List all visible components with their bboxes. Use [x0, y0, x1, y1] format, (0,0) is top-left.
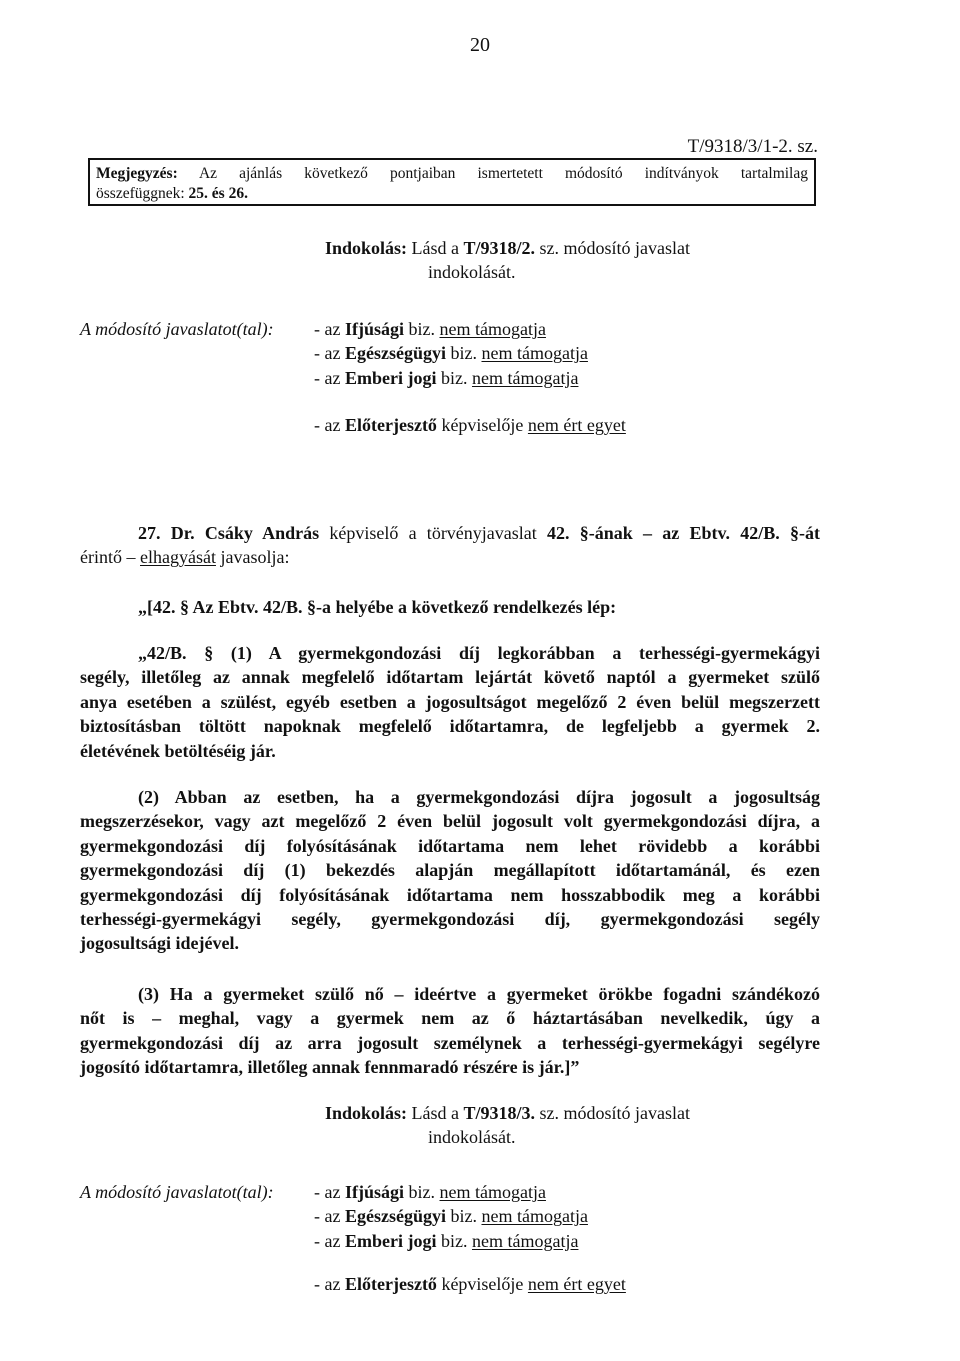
committee-vote [314, 341, 588, 365]
submitter-middle: képviselője [436, 1274, 528, 1294]
committee-name: Ifjúsági [344, 1182, 404, 1202]
vote-result: nem támogatja [439, 319, 546, 339]
paragraph-line: jogosultsági idejével. [80, 933, 239, 954]
justification-tail: sz. módosító javaslat [535, 1103, 691, 1123]
submitter-name: Előterjesztő [344, 415, 437, 435]
item-heading-text-2: érintő – [80, 547, 140, 568]
submitter-vote-1 [314, 413, 626, 437]
vote-suffix: biz. [436, 1230, 472, 1251]
item-heading-text: képviselő a törvényjavaslat [319, 523, 548, 543]
vote-suffix: biz. [445, 1206, 482, 1227]
committee-vote [314, 1229, 588, 1253]
vote-result: nem támogatja [471, 1230, 579, 1251]
vote-prefix: - az [314, 1182, 345, 1202]
vote-result: nem támogatja [481, 1206, 588, 1227]
vote-prefix: - az [314, 367, 345, 388]
vote-prefix: - az [314, 1230, 345, 1251]
justification-tail: sz. módosító javaslat [535, 238, 691, 258]
item-heading-target: 42. §-ának – az Ebtv. 42/B. §-át [547, 523, 820, 543]
justification-label: Indokolás: [325, 1103, 408, 1123]
vote-suffix: biz. [404, 319, 440, 339]
vote-suffix: biz. [436, 367, 472, 388]
quote-intro: „[42. § Az Ebtv. 42/B. §-a helyébe a következő rendelkezés lép: [138, 597, 617, 617]
justification-text: Lásd a [407, 1103, 464, 1123]
paragraph-line: gyermekgondozási díj folyósításának időtartama nem hosszabbodik meg a korábbi [80, 884, 820, 905]
note-label: Megjegyzés: [96, 165, 178, 182]
paragraph-1 [80, 641, 820, 763]
note-line-1 [96, 164, 808, 184]
voting-label-1: A módosító javaslatot(tal): [80, 319, 274, 339]
paragraph-3 [80, 982, 820, 1080]
paragraph-line: megszerzésekor, vagy azt megelőző 2 éven belül jogosult volt gyermekgondozási díjra, a [80, 811, 820, 832]
item-27-heading [80, 521, 820, 570]
note-line-2 [96, 184, 808, 204]
justification-line-2: indokolását. [428, 1127, 516, 1147]
committee-votes-1 [314, 317, 588, 390]
committee-name: Egészségügyi [344, 1206, 446, 1227]
paragraph-line: gyermekgondozási díj (1) bekezdés alapján megállapított időtartamánál, és ezen [80, 860, 820, 881]
paragraph-line: terhességi-gyermekágyi segély, gyermekgondozási díj, gyermekgondozási segély [80, 909, 820, 930]
committee-vote [314, 366, 588, 390]
voting-label-2: A módosító javaslatot(tal): [80, 1182, 274, 1202]
page-number: 20 [470, 34, 490, 56]
vote-result: nem támogatja [481, 343, 588, 364]
item-heading-line-1 [80, 521, 820, 545]
item-heading-line-2 [80, 545, 820, 569]
note-text-2: összefüggnek: [96, 185, 189, 202]
note-points: 25. és 26. [188, 185, 248, 202]
paragraph-line: gyermekgondozási díj az arra jogosult személynek a terhességi-gyermekágyi segélyre [80, 1032, 820, 1053]
item-author: Dr. Csáky András [160, 523, 320, 543]
vote-prefix: - az [314, 415, 345, 435]
note-box [88, 158, 816, 206]
justification-1 [325, 236, 690, 284]
justification-ref: T/9318/3. [463, 1103, 536, 1123]
justification-label: Indokolás: [325, 238, 408, 258]
submitter-middle: képviselője [436, 415, 528, 435]
paragraph-line: (3) Ha a gyermeket szülő nő – ideértve a gyermeket örökbe fogadni szándékozó [138, 984, 820, 1004]
vote-prefix: - az [314, 1274, 345, 1294]
paragraph-line: jogosító időtartamra, illetőleg annak fennmaradó részére is jár.]” [80, 1057, 580, 1078]
paragraph-line: anya esetében a szülést, egyéb esetben a jogosultságot megelőző 2 éven belül megszerzett [80, 691, 820, 712]
paragraph-line: segély, illetőleg az annak megfelelő időtartam lejártát követő naptól a gyermeket szülő [80, 667, 820, 688]
paragraph-line: (2) Abban az esetben, ha a gyermekgondozási díjra jogosult a jogosultság [138, 787, 820, 807]
committee-name: Ifjúsági [344, 319, 404, 339]
vote-result: nem támogatja [471, 367, 579, 388]
item-number: 27. [138, 523, 161, 543]
justification-ref: T/9318/2. [463, 238, 536, 258]
submitter-vote-2 [314, 1272, 626, 1296]
committee-votes-2 [314, 1180, 588, 1253]
paragraph-line: életévének betöltéséig jár. [80, 740, 276, 761]
committee-vote [314, 317, 588, 341]
committee-name: Emberi jogi [344, 1230, 437, 1251]
justification-text: Lásd a [407, 238, 464, 258]
paragraph-line: biztosításban töltött napoknak megfelelő időtartamra, de legfeljebb a gyermek 2. [80, 716, 820, 737]
item-heading-text-3: javasolja: [215, 547, 290, 568]
justification-line-2: indokolását. [428, 262, 516, 282]
vote-prefix: - az [314, 343, 345, 364]
committee-name: Emberi jogi [344, 367, 437, 388]
vote-suffix: biz. [404, 1182, 440, 1202]
document-reference: T/9318/3/1-2. sz. [687, 136, 818, 157]
committee-name: Egészségügyi [344, 343, 446, 364]
justification-2 [325, 1101, 690, 1149]
submitter-name: Előterjesztő [344, 1274, 437, 1294]
submitter-result: nem ért egyet [527, 415, 626, 435]
vote-result: nem támogatja [439, 1182, 546, 1202]
committee-vote [314, 1204, 588, 1228]
paragraph-line: „42/B. § (1) A gyermekgondozási díj legkorábban a terhességi-gyermekágyi [138, 643, 820, 663]
vote-prefix: - az [314, 319, 345, 339]
committee-vote [314, 1180, 588, 1204]
submitter-result: nem ért egyet [527, 1274, 626, 1294]
note-text: Az ajánlás következő pontjaiban ismertetett módosító indítványok tartalmilag [177, 165, 808, 182]
paragraph-2 [80, 785, 820, 956]
vote-suffix: biz. [445, 343, 482, 364]
paragraph-line: nőt is – meghal, vagy a gyermek nem az ő háztartásában nevelkedik, úgy a [80, 1008, 820, 1029]
paragraph-line: gyermekgondozási díj folyósításának időtartama nem lehet rövidebb a korábbi [80, 835, 820, 856]
vote-prefix: - az [314, 1206, 345, 1227]
item-heading-action: elhagyását [140, 547, 216, 568]
